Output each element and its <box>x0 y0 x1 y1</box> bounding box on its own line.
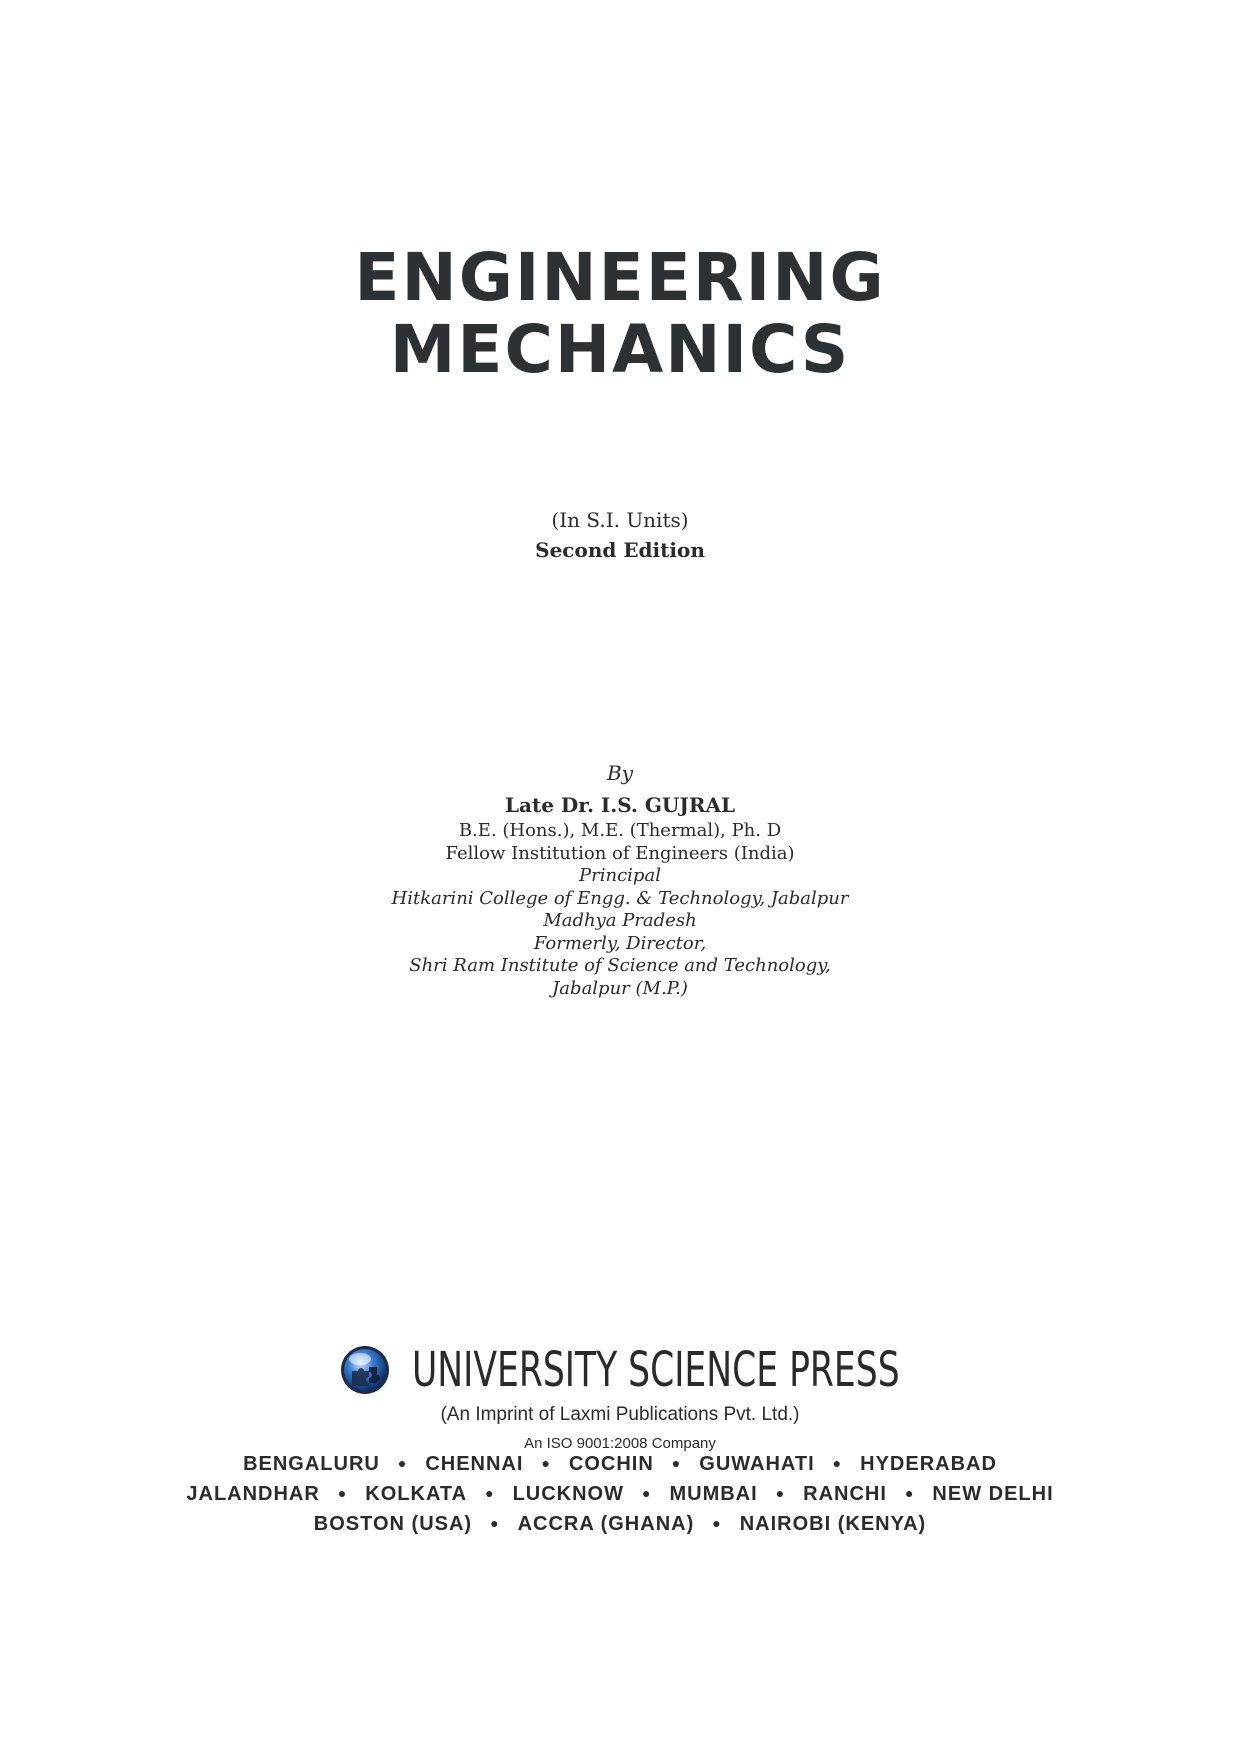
author-college: Hitkarini College of Engg. & Technology, Jabalpur <box>391 887 849 909</box>
city-item: GUWAHATI <box>699 1453 815 1475</box>
city-item: BENGALURU <box>243 1453 380 1475</box>
city-item: NEW DELHI <box>932 1483 1054 1505</box>
bullet-separator: ● <box>775 1485 786 1501</box>
city-item: CHENNAI <box>425 1453 524 1475</box>
author-former-role: Formerly, Director, <box>533 932 707 954</box>
city-item: HYDERABAD <box>860 1453 997 1475</box>
book-title-line-1: ENGINEERING <box>354 239 886 316</box>
publisher-imprint: (An Imprint of Laxmi Publications Pvt. Ltd.) <box>440 1404 800 1425</box>
author-former-institute: Shri Ram Institute of Science and Technology, <box>409 955 831 976</box>
globe-puzzle-icon <box>340 1345 390 1395</box>
city-item: MUMBAI <box>669 1483 758 1505</box>
units-subtitle: (In S.I. Units) <box>551 508 689 532</box>
city-item: ACCRA (GHANA) <box>517 1513 695 1535</box>
author-block <box>0 758 1240 1000</box>
publisher-name: UNIVERSITY SCIENCE PRESS <box>412 1342 900 1398</box>
bullet-separator: ● <box>541 1455 551 1471</box>
author-name: Late Dr. I.S. GUJRAL <box>504 793 736 817</box>
bullet-separator: ● <box>904 1485 915 1501</box>
bullet-separator: ● <box>712 1515 722 1531</box>
by-label: By <box>607 761 633 785</box>
book-title-line-2: MECHANICS <box>389 311 851 388</box>
bullet-separator: ● <box>337 1485 348 1501</box>
author-state: Madhya Pradesh <box>543 910 697 931</box>
city-list <box>0 1449 1240 1539</box>
city-item: JALANDHAR <box>186 1483 320 1505</box>
author-qualifications: B.E. (Hons.), M.E. (Thermal), Ph. D <box>458 820 782 841</box>
bullet-separator: ● <box>671 1455 682 1471</box>
city-row-2 <box>0 1479 1240 1509</box>
city-item: NAIROBI (KENYA) <box>739 1513 927 1535</box>
bullet-separator: ● <box>832 1455 843 1471</box>
iso-certification: An ISO 9001:2008 Company <box>524 1435 716 1452</box>
author-position: Principal <box>579 865 661 886</box>
author-fellowship: Fellow Institution of Engineers (India) <box>445 842 795 864</box>
city-item: RANCHI <box>803 1483 887 1505</box>
edition-label: Second Edition <box>535 538 705 562</box>
city-item: LUCKNOW <box>512 1483 624 1505</box>
bullet-separator: ● <box>485 1485 495 1501</box>
city-item: KOLKATA <box>365 1483 468 1505</box>
city-item: BOSTON (USA) <box>313 1513 473 1535</box>
bullet-separator: ● <box>490 1515 500 1531</box>
city-item: COCHIN <box>568 1453 654 1475</box>
author-former-location: Jabalpur (M.P.) <box>552 977 688 999</box>
bullet-separator: ● <box>397 1455 408 1471</box>
publisher-header <box>0 1342 1240 1398</box>
bullet-separator: ● <box>642 1485 652 1501</box>
city-row-1 <box>0 1449 1240 1479</box>
city-row-3 <box>0 1509 1240 1539</box>
